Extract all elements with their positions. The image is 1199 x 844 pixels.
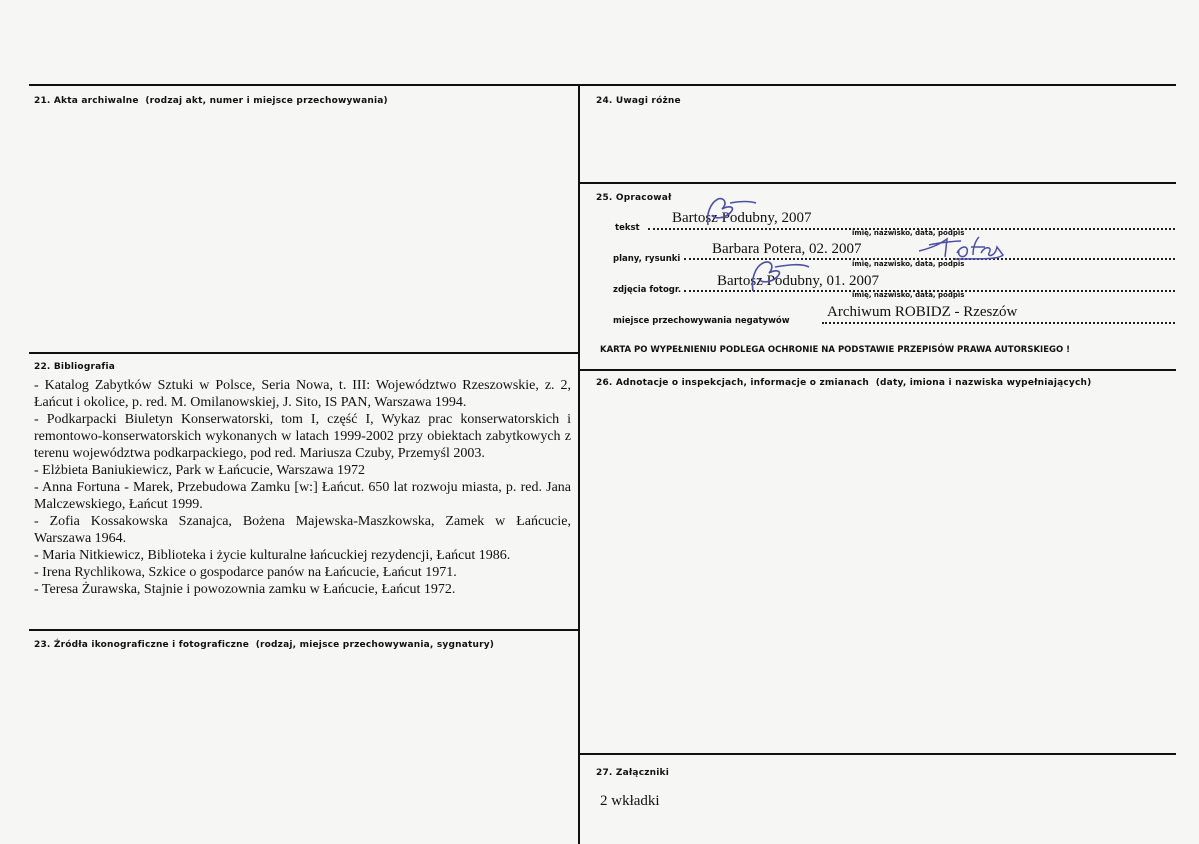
zdjecia-label: zdjęcia fotogr. [613, 285, 682, 295]
rule-25-26 [579, 369, 1176, 371]
zdjecia-hint: imię, nazwisko, data, podpis [852, 291, 965, 299]
signature-plany [915, 233, 1010, 263]
rule-21-22 [29, 352, 579, 354]
bibliography-entry: - Katalog Zabytków Sztuki w Polsce, Seria Nowa, t. III: Województwo Rzeszowskie, z. 2, Łańcut i okolice, p. red. M. Omilanowskiej, J. Sito, IS PAN, Warszawa 1994. [34, 378, 571, 410]
bibliography-entry: - Elżbieta Baniukiewicz, Park w Łańcucie, Warszawa 1972 [34, 463, 365, 478]
section-22-label: 22. Bibliografia [34, 362, 116, 372]
bibliography-entry: - Teresa Żurawska, Stajnie i powozownia zamku w Łańcucie, Łańcut 1972. [34, 582, 456, 597]
section-21-label [34, 96, 388, 106]
rule-22-23 [29, 629, 579, 631]
miejsce-dotted-line [822, 322, 1175, 324]
bibliography-entry: - Maria Nitkiewicz, Biblioteka i życie kulturalne łańcuckiej rezydencji, Łańcut 1986. [34, 548, 511, 563]
section-23-label [34, 640, 494, 650]
rule-24-25 [579, 182, 1176, 184]
section-23-subtitle: (rodzaj, miejsce przechowywania, sygnatury) [255, 640, 495, 650]
miejsce-value: Archiwum ROBIDZ - Rzeszów [827, 304, 1018, 320]
signature-tekst [700, 195, 760, 235]
top-rule [29, 84, 1176, 86]
plany-hint: imię, nazwisko, data, podpis [852, 260, 965, 268]
attachments-value: 2 wkładki [600, 793, 660, 809]
section-21-subtitle: (rodzaj akt, numer i miejsce przechowywania) [145, 96, 388, 106]
section-21-title: 21. Akta archiwalne [34, 96, 139, 106]
bibliography-list [34, 377, 571, 598]
section-25-label: 25. Opracował [596, 193, 672, 203]
tekst-value: Bartosz Podubny, 2007 [672, 210, 812, 226]
plany-value: Barbara Potera, 02. 2007 [712, 241, 862, 257]
section-26-title: 26. Adnotacje o inspekcjach, informacje o zmianach [596, 378, 870, 388]
section-26-subtitle: (daty, imiona i nazwiska wypełniających) [875, 378, 1092, 388]
copyright-notice: KARTA PO WYPEŁNIENIU PODLEGA OCHRONIE NA PODSTAWIE PRZEPISÓW PRAWA AUTORSKIEGO ! [600, 345, 1071, 355]
rule-26-27 [579, 753, 1176, 755]
bibliography-entry: - Irena Rychlikowa, Szkice o gospodarce panów na Łańcucie, Łańcut 1971. [34, 565, 457, 580]
section-27-label: 27. Załączniki [596, 768, 670, 778]
signature-zdjecia [745, 257, 815, 299]
tekst-label: tekst [615, 223, 640, 233]
zdjecia-value: Bartosz Podubny, 01. 2007 [717, 273, 879, 289]
section-24-label: 24. Uwagi różne [596, 96, 681, 106]
section-23-title: 23. Źródła ikonograficzne i fotograficzne [34, 640, 250, 650]
bibliography-entry: - Podkarpacki Biuletyn Konserwatorski, tom I, część I, Wykaz prac konserwatorskich i remontowo-konserwatorskich wykonanych w latach 1999-2002 przy obiektach zabytkowych z terenu województwa podkarpackiego, pod red. Mariusza Czuby, Przemyśl 2003. [34, 412, 571, 461]
bibliography-entry: - Zofia Kossakowska Szanajca, Bożena Majewska-Maszkowska, Zamek w Łańcucie, Warszawa 1964. [34, 514, 571, 546]
tekst-hint: imię, nazwisko, data, podpis [852, 229, 965, 237]
plany-label: plany, rysunki [613, 254, 681, 264]
miejsce-label: miejsce przechowywania negatywów [613, 316, 790, 326]
center-divider [578, 84, 580, 844]
bibliography-entry: - Anna Fortuna - Marek, Przebudowa Zamku [w:] Łańcut. 650 lat rozwoju miasta, p. red. Jana Malczewskiego, Łańcut 1999. [34, 480, 571, 512]
section-26-label [596, 378, 1091, 388]
